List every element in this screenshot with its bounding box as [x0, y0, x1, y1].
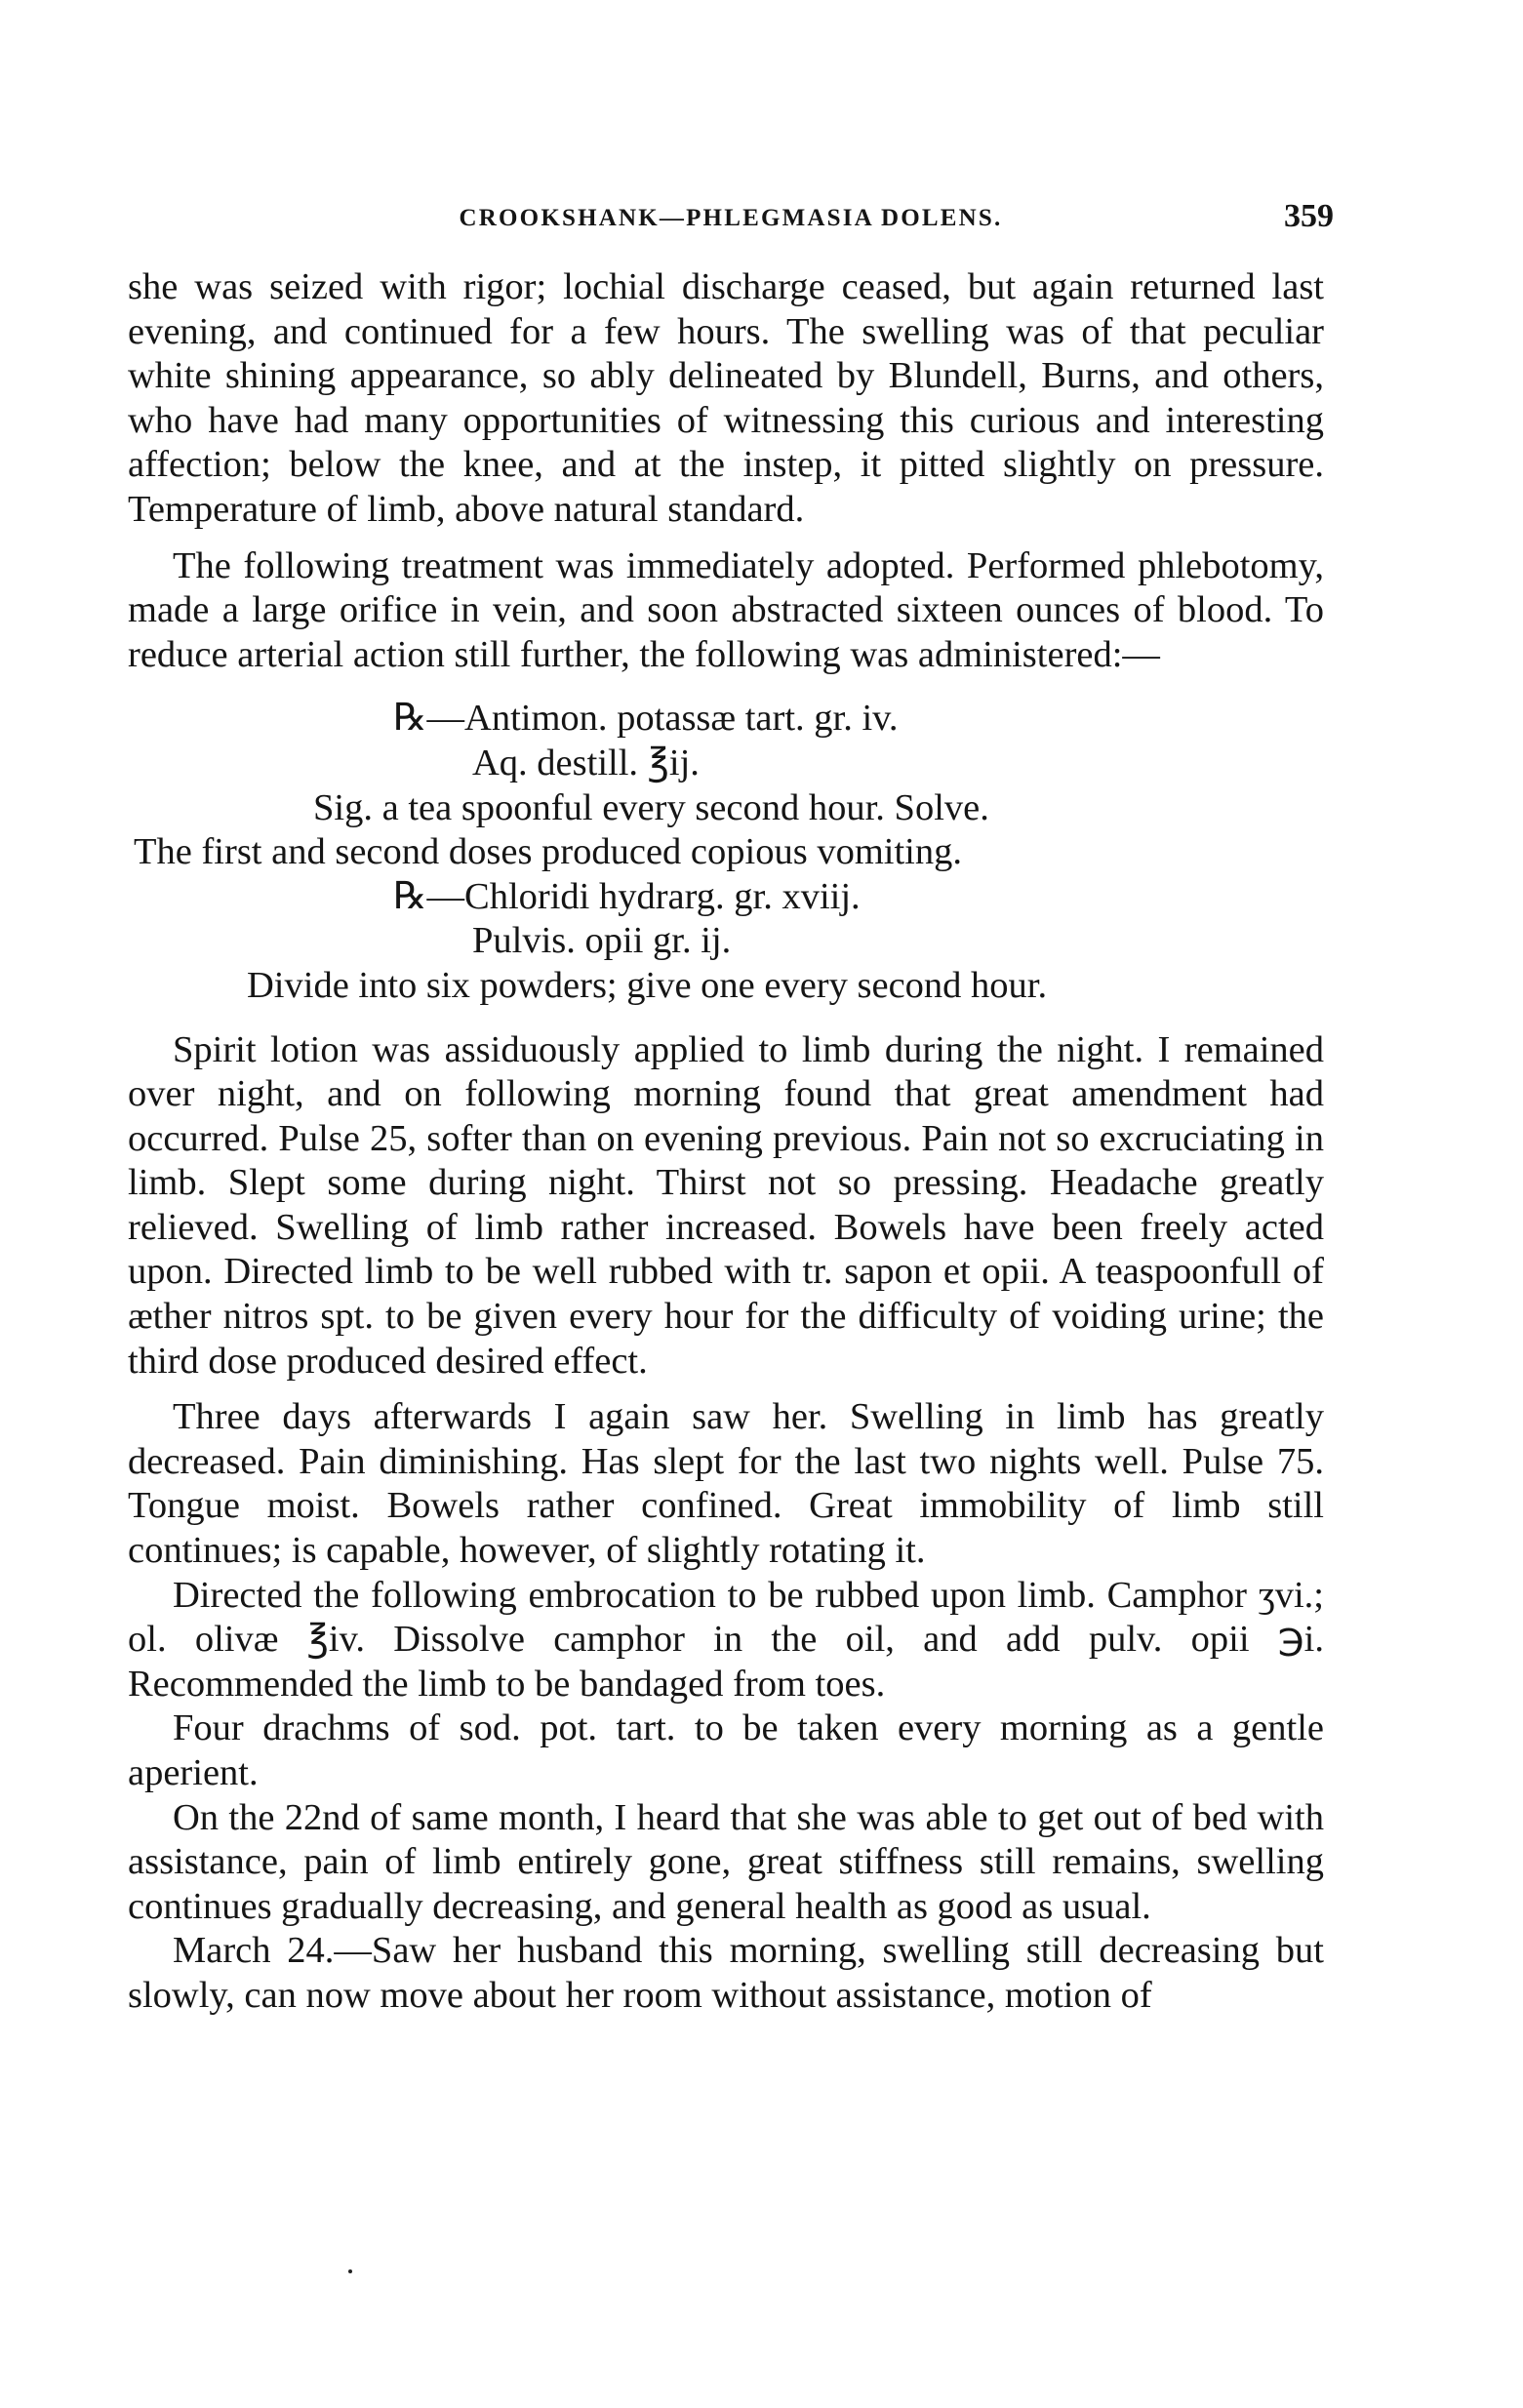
paragraph-march-24: March 24.—Saw her husband this morning, swelling still decreasing but slowly, can now move about her room without assistance, motion of [128, 1930, 1324, 2016]
rx2-line-2: Pulvis. opii gr. ij. [472, 920, 732, 962]
body-text [128, 265, 1324, 2019]
rx1-line-2: Aq. destill. ℥ij. [472, 742, 700, 783]
rx-effect-line: The first and second doses produced copious vomiting. [134, 831, 962, 873]
paragraph-spirit-lotion: Spirit lotion was assiduously applied to limb during the night. I remained over night, and on following morning found that great amendment had occurred. Pulse 25, softer than on evening previous. Pain not so excruciating in limb. Slept some during night. Thirst not so pressing. Headache greatly relieved. Swelling of limb rather increased. Bowels have been freely acted upon. Directed limb to be well rubbed with tr. sapon et opii. A teaspoonfull of æther nitros spt. to be given every hour for the difficulty of voiding urine; the third dose produced desired effect. [128, 1028, 1324, 1382]
paragraph-three-days: Three days afterwards I again saw her. Swelling in limb has greatly decreased. Pain diminishing. Has slept for the last two nights well. Pulse 75. Tongue moist. Bowels rather confined. Great immobility of limb still continues; is capable, however, of slightly rotating it. [128, 1396, 1324, 1572]
ink-speck [348, 2269, 352, 2273]
rx1-line-1: ℞—Antimon. potassæ tart. gr. iv. [393, 698, 899, 740]
rx2-line-1: ℞—Chloridi hydrarg. gr. xviij. [393, 875, 861, 917]
paragraph-22nd: On the 22nd of same month, I heard that she was able to get out of bed with assistance, pain of limb entirely gone, great stiffness still remains, swelling continues gradually decreasing, and general health as good as usual. [128, 1796, 1324, 1927]
rx1-line-3: Sig. a tea spoonful every second hour. Solve. [313, 786, 989, 828]
page-number: 359 [1284, 198, 1334, 234]
rx2-line-3: Divide into six powders; give one every second hour. [247, 964, 1048, 1006]
prescription-mercury [128, 875, 1324, 1009]
running-head: CROOKSHANK—PHLEGMASIA DOLENS. [459, 205, 1003, 231]
page-header [128, 198, 1334, 237]
prescription-antimony [128, 697, 1324, 874]
paragraph-embrocation: Directed the following embrocation to be rubbed upon limb. Camphor ʒvi.; ol. olivæ ℥iv. Dissolve camphor in the oil, and add pulv. opii ℈i. Recommended the limb to be bandaged from toes. [128, 1574, 1324, 1705]
paragraph-treatment: The following treatment was immediately adopted. Performed phlebotomy, made a large orifice in vein, and soon abstracted sixteen ounces of blood. To reduce arterial action still further, the following was administered:— [128, 544, 1324, 675]
paragraph-aperient: Four drachms of sod. pot. tart. to be taken every morning as a gentle aperient. [128, 1707, 1324, 1793]
paragraph-continuation: she was seized with rigor; lochial discharge ceased, but again returned last evening, and continued for a few hours. The swelling was of that peculiar white shining appearance, so ably delineated by Blundell, Burns, and others, who have had many opportunities of witnessing this curious and interesting affection; below the knee, and at the instep, it pitted slightly on pressure. Temperature of limb, above natural standard. [128, 266, 1324, 530]
